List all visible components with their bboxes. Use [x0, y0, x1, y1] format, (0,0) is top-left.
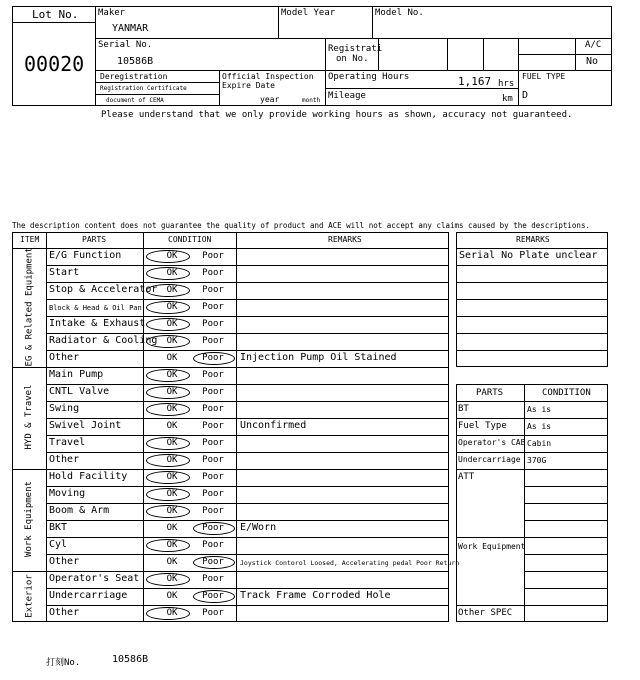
maker-value: YANMAR: [112, 23, 149, 34]
col-condition-header: CONDITION: [168, 235, 212, 244]
right-part-cond: 370G: [527, 456, 547, 465]
poor-option: Poor: [202, 506, 224, 516]
ok-circle: [146, 573, 190, 586]
poor-option: Poor: [202, 302, 224, 312]
poor-option: Poor: [202, 319, 224, 329]
km-label: km: [502, 94, 513, 104]
part-name: Other: [49, 352, 80, 363]
ok-option: OK: [166, 404, 178, 414]
right-part-cond: As is: [527, 422, 552, 431]
part-name: Hold Facility: [49, 471, 128, 482]
ac-value: No: [586, 56, 599, 67]
work-equipment-label: Work Equipment: [458, 542, 526, 551]
part-name: BKT: [49, 522, 68, 533]
ok-circle: [146, 369, 190, 382]
part-name: Other: [49, 556, 80, 567]
ok-option: OK: [166, 421, 178, 431]
registration-label-2: on No.: [336, 54, 369, 64]
part-name: Main Pump: [49, 369, 104, 380]
right-part-cond: As is: [527, 405, 552, 414]
part-name: Swing: [49, 403, 80, 414]
year-label: year: [260, 95, 280, 104]
ok-circle: [146, 267, 190, 280]
fuel-type-value: D: [522, 90, 529, 101]
right-part-name: Operator's CAB: [458, 438, 526, 447]
ok-circle: [146, 250, 190, 263]
lot-label: Lot No.: [32, 8, 79, 21]
part-name: Start: [49, 267, 80, 278]
operating-hours-value: 1,167: [458, 75, 492, 88]
part-name: Swivel Joint: [49, 420, 122, 431]
group-label: HYD & Travel: [24, 384, 34, 450]
month-label: month: [302, 97, 321, 104]
right-remark-text: Serial No Plate unclear: [459, 250, 598, 261]
att-label: ATT: [458, 472, 475, 482]
poor-option: Poor: [202, 591, 224, 601]
ok-circle: [146, 488, 190, 501]
ok-circle: [146, 318, 190, 331]
ok-circle: [146, 284, 190, 297]
poor-option: Poor: [202, 608, 224, 618]
remark-text: Track Frame Corroded Hole: [240, 590, 391, 601]
poor-circle: [193, 352, 235, 365]
ok-option: OK: [166, 438, 178, 448]
ok-option: OK: [166, 557, 178, 567]
poor-option: Poor: [202, 523, 224, 533]
ok-option: OK: [166, 319, 178, 329]
poor-option: Poor: [202, 455, 224, 465]
part-name: E/G Function: [49, 250, 122, 261]
ok-option: OK: [166, 353, 178, 363]
ok-circle: [146, 454, 190, 467]
part-name: Radiator & Cooling: [49, 335, 158, 346]
col-parts-header: PARTS: [82, 235, 107, 244]
poor-option: Poor: [202, 557, 224, 567]
hrs-label: hrs: [498, 79, 515, 89]
poor-circle: [193, 590, 235, 603]
official-inspection-label: Official Inspection: [222, 72, 314, 81]
accuracy-notice: Please understand that we only provide working hours as shown, accuracy not guaranteed.: [101, 110, 573, 120]
part-name: Block & Head & Oil Pan: [49, 304, 142, 312]
part-name: CNTL Valve: [49, 386, 110, 397]
poor-option: Poor: [202, 404, 224, 414]
poor-option: Poor: [202, 336, 224, 346]
right-part-name: BT: [458, 404, 469, 414]
ok-option: OK: [166, 472, 178, 482]
poor-option: Poor: [202, 540, 224, 550]
poor-option: Poor: [202, 370, 224, 380]
poor-circle: [193, 522, 235, 535]
poor-circle: [193, 556, 235, 569]
part-name: Moving: [49, 488, 86, 499]
part-name: Operator's Seat: [49, 573, 140, 584]
ok-option: OK: [166, 251, 178, 261]
fuel-type-label: FUEL TYPE: [522, 72, 566, 81]
model-year-label: Model Year: [281, 8, 336, 18]
group-label: Work Equipment: [24, 481, 34, 557]
serial-label: Serial No.: [98, 40, 153, 50]
lot-number: 00020: [24, 52, 85, 76]
group-label: EG & Related Equipment: [24, 246, 34, 366]
ok-option: OK: [166, 540, 178, 550]
other-spec-label: Other SPEC: [458, 608, 513, 618]
poor-option: Poor: [202, 438, 224, 448]
right-remarks-header: REMARKS: [516, 235, 550, 244]
ok-circle: [146, 471, 190, 484]
poor-option: Poor: [202, 489, 224, 499]
model-no-label: Model No.: [375, 8, 424, 18]
ok-circle: [146, 301, 190, 314]
poor-option: Poor: [202, 387, 224, 397]
right-part-name: Undercarriage: [458, 455, 521, 464]
right-condition-header: CONDITION: [542, 388, 591, 398]
registration-label-1: Registrati: [328, 44, 383, 54]
poor-option: Poor: [202, 421, 224, 431]
ok-option: OK: [166, 608, 178, 618]
part-name: Undercarriage: [49, 590, 128, 601]
part-name: Other: [49, 454, 80, 465]
ok-circle: [146, 386, 190, 399]
cema-label: document of CEMA: [106, 97, 164, 104]
registration-certificate-label: Registration Certificate: [100, 85, 187, 92]
ok-circle: [146, 437, 190, 450]
poor-option: Poor: [202, 268, 224, 278]
stamp-value: 10586B: [112, 654, 149, 665]
ok-circle: [146, 607, 190, 620]
remark-text: Injection Pump Oil Stained: [240, 352, 397, 363]
ok-option: OK: [166, 574, 178, 584]
part-name: Boom & Arm: [49, 505, 110, 516]
poor-option: Poor: [202, 472, 224, 482]
right-part-name: Fuel Type: [458, 421, 507, 431]
ok-circle: [146, 539, 190, 552]
part-name: Travel: [49, 437, 86, 448]
part-name: Stop & Accelerator: [49, 284, 158, 295]
poor-option: Poor: [202, 574, 224, 584]
ok-option: OK: [166, 523, 178, 533]
ok-option: OK: [166, 370, 178, 380]
ok-option: OK: [166, 302, 178, 312]
serial-value: 10586B: [117, 56, 154, 67]
operating-hours-label: Operating Hours: [328, 72, 410, 82]
disclaimer: The description content does not guarantee the quality of product and ACE will not accept any claims caused by the descriptions.: [12, 221, 590, 230]
remark-text: Unconfirmed: [240, 420, 307, 431]
stamp-label: 打刻No.: [46, 658, 81, 668]
poor-option: Poor: [202, 285, 224, 295]
ok-option: OK: [166, 336, 178, 346]
deregistration-label: Deregistration: [100, 72, 168, 81]
ok-option: OK: [166, 285, 178, 295]
col-remarks-header: REMARKS: [328, 235, 362, 244]
poor-option: Poor: [202, 251, 224, 261]
col-item-header: ITEM: [20, 235, 40, 244]
expire-date-label: Expire Date: [222, 81, 275, 90]
ok-circle: [146, 403, 190, 416]
ok-circle: [146, 505, 190, 518]
remark-text: E/Worn: [240, 522, 277, 533]
ok-option: OK: [166, 489, 178, 499]
group-label: Exterior: [24, 573, 34, 618]
ok-circle: [146, 335, 190, 348]
ok-option: OK: [166, 506, 178, 516]
right-parts-header: PARTS: [476, 388, 504, 398]
ok-option: OK: [166, 455, 178, 465]
part-name: Intake & Exhaust: [49, 318, 146, 329]
mileage-label: Mileage: [328, 91, 366, 101]
part-name: Other: [49, 607, 80, 618]
ok-option: OK: [166, 268, 178, 278]
poor-option: Poor: [202, 353, 224, 363]
maker-label: Maker: [98, 8, 126, 18]
part-name: Cyl: [49, 539, 68, 550]
ok-option: OK: [166, 591, 178, 601]
ok-option: OK: [166, 387, 178, 397]
remark-text: Joystick Contorol Loosed, Accelerating pedal Poor Return: [240, 559, 460, 567]
ac-label: A/C: [585, 40, 602, 50]
right-part-cond: Cabin: [527, 439, 552, 448]
